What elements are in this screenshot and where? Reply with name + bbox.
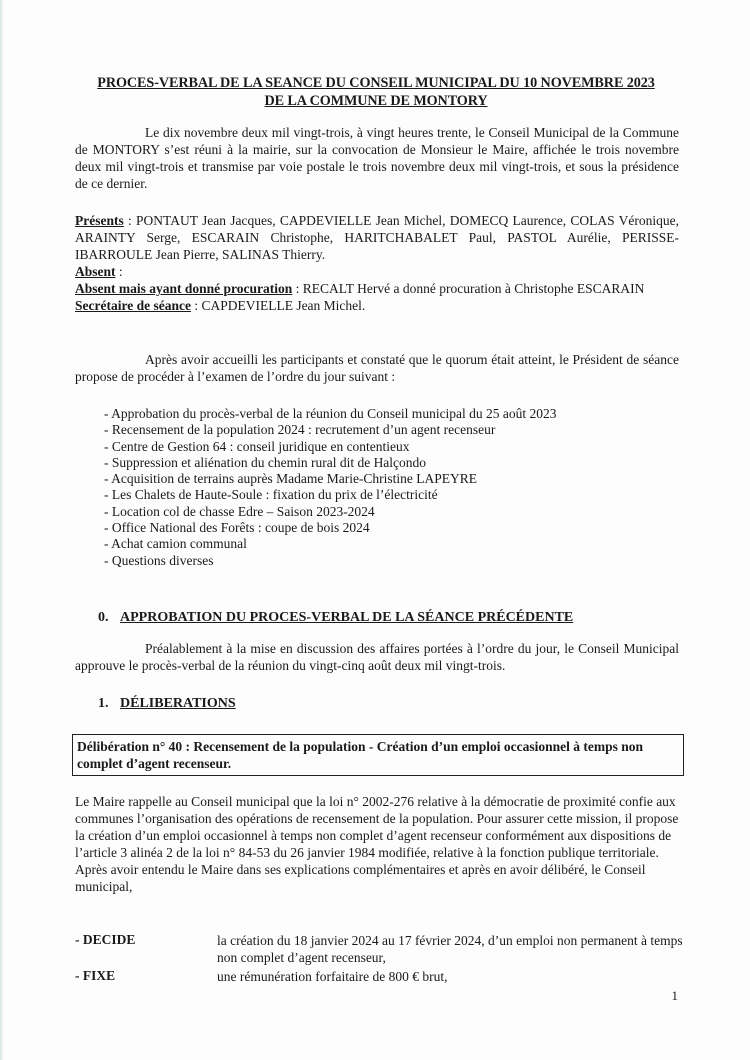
section-1-heading (98, 696, 236, 712)
presents-label: Présents (75, 213, 124, 228)
absent-names: : (115, 264, 123, 279)
deliberation-title-box: Délibération n° 40 : Recensement de la population - Création d’un emploi occasionnel à temps non complet d’agent recenseur. (72, 734, 684, 776)
agenda-item: - Location col de chasse Edre – Saison 2023-2024 (104, 504, 664, 520)
quorum-paragraph: Après avoir accueilli les participants et constaté que le quorum était atteint, le Président de séance propose de procéder à l’examen de l’ordre du jour suivant : (75, 352, 679, 384)
title-line-2: DE LA COMMUNE DE MONTORY (264, 93, 488, 109)
document-title (70, 74, 682, 110)
agenda-item: - Achat camion communal (104, 536, 664, 552)
proxy-label: Absent mais ayant donné procuration (75, 281, 293, 296)
section-0-heading (98, 610, 573, 626)
agenda-item: - Centre de Gestion 64 : conseil juridique en contentieux (104, 439, 664, 455)
proxy-text: : RECALT Hervé a donné procuration à Christophe ESCARAIN (292, 281, 645, 296)
secretary-label: Secrétaire de séance (75, 298, 191, 313)
decide-text: la création du 18 janvier 2024 au 17 février 2024, d’un emploi non permanent à temps non complet d’agent recenseur, (217, 933, 683, 965)
agenda-item: - Les Chalets de Haute-Soule : fixation du prix de l’électricité (104, 487, 664, 503)
section-1-title: DÉLIBERATIONS (120, 696, 236, 711)
section-1-number: 1. (98, 696, 109, 711)
scan-edge (0, 0, 4, 1060)
absent-label: Absent (75, 264, 116, 279)
fixe-label: - FIXE (75, 968, 116, 983)
secretary-line (75, 297, 679, 314)
section-0-number: 0. (98, 610, 109, 625)
agenda-item: - Suppression et aliénation du chemin rural dit de Halçondo (104, 455, 664, 471)
deliberation-body: Le Maire rappelle au Conseil municipal que la loi n° 2002-276 relative à la démocratie de proximité confie aux communes l’organisation des opérations de recensement de la population. Pour assurer cette mission, il propose la création d’un emploi occasionnel à temps non complet d’agent recenseur conformément aux dispositions de l’article 3 alinéa 2 de la loi n° 84-53 du 26 janvier 1984 modifiée, relative à la fonction publique territoriale. Après avoir entendu le Maire dans ses explications complémentaires et après en avoir délibéré, le Conseil municipal, (75, 794, 679, 894)
agenda-item: - Recensement de la population 2024 : recrutement d’un agent recenseur (104, 422, 664, 438)
agenda-item: - Office National des Forêts : coupe de bois 2024 (104, 520, 664, 536)
agenda-item: - Acquisition de terrains auprès Madame Marie-Christine LAPEYRE (104, 471, 664, 487)
decide-label: - DECIDE (75, 932, 136, 947)
agenda-list (104, 406, 664, 569)
agenda-item: - Questions diverses (104, 553, 664, 569)
presents-line (75, 212, 679, 263)
absent-line (75, 263, 679, 280)
attendance-block (75, 212, 679, 314)
intro-paragraph: Le dix novembre deux mil vingt-trois, à vingt heures trente, le Conseil Municipal de la Commune de MONTORY s’est réuni à la mairie, sur la convocation de Monsieur le Maire, affichée le trois novembre deux mil vingt-trois et transmise par voie postale le trois novembre deux mil vingt-trois, et sous la présidence de ce dernier. (75, 125, 679, 191)
fixe-text: une rémunération forfaitaire de 800 € brut, (217, 969, 448, 984)
section-0-paragraph: Préalablement à la mise en discussion des affaires portées à l’ordre du jour, le Conseil Municipal approuve le procès-verbal de la réunion du vingt-cinq août deux mil vingt-trois. (75, 641, 679, 673)
presents-names: : PONTAUT Jean Jacques, CAPDEVIELLE Jean Michel, DOMECQ Laurence, COLAS Véronique, ARAINTY Serge, ESCARAIN Christophe, HARITCHABALET Paul, PASTOL Aurélie, PERISSE-IBARROULE Jean Pierre, SALINAS Thierry. (75, 213, 679, 262)
page-number: 1 (671, 988, 678, 1003)
agenda-item: - Approbation du procès-verbal de la réunion du Conseil municipal du 25 août 2023 (104, 406, 664, 422)
title-line-1: PROCES-VERBAL DE LA SEANCE DU CONSEIL MUNICIPAL DU 10 NOVEMBRE 2023 (97, 75, 655, 91)
secretary-name: : CAPDEVIELLE Jean Michel. (190, 298, 366, 313)
section-0-title: APPROBATION DU PROCES-VERBAL DE LA SÉANCE PRÉCÉDENTE (120, 610, 574, 625)
proxy-line (75, 280, 679, 297)
